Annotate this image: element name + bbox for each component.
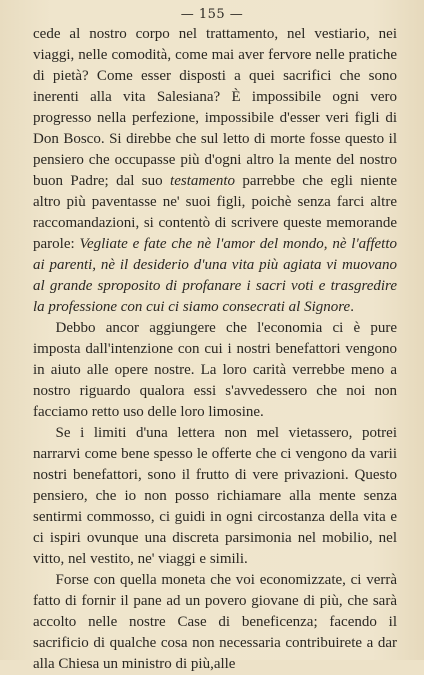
paragraph-1-text-middle: parrebbe che egli niente altro più paventasse ne' suoi figli, poichè senza farci altre raccomandazioni, si contentò di scrivere queste memorande parole: (33, 173, 397, 252)
paragraph-1-emphasis-testamento: testamento (170, 173, 236, 189)
page-number: — 155 — (180, 7, 244, 22)
paragraph-4: Forse con quella moneta che voi economizzate, ci verrà fatto di fornir il pane ad un povero giovane di più, che sarà accolto nelle nostre Case di beneficenza; facendo il sacrificio di qualche cosa non necessaria contribuirete a dar alla Chiesa un ministro di più,alle (33, 572, 397, 672)
page-body (33, 24, 397, 675)
paragraph-1-text-end: . (350, 299, 354, 315)
paragraph-1 (33, 24, 397, 318)
paragraph-1-text-start: cede al nostro corpo nel trattamento, nel vestiario, nei viaggi, nelle comodità, come mai aver fervore nelle pratiche di pietà? Come esser disposti a quei sacrifici che sono inerenti alla vita Salesiana? È impossibile ogni vero progresso nella perfezione, impossibile d'esser veri figli di Don Bosco. Si direbbe che sul letto di morte fosse questo il pensiero che occupasse più d'ogni altro la mente del nostro buon Padre; dal suo (33, 26, 397, 189)
paragraph-2: Debbo ancor aggiungere che l'economia ci è pure imposta dall'intenzione con cui i nostri benefattori vengono in aiuto alle opere nostre. La loro carità verrebbe meno a nostro riguardo qualora essi s'avvedessero che noi non facciamo retto uso delle loro limosine. (33, 320, 397, 420)
paragraph-1-quotation: Vegliate e fate che nè l'amor del mondo, nè l'affetto ai parenti, nè il desiderio d'una vita più agiata vi muovano al grande sproposito di profanare i sacri voti e trasgredire la professione con cui ci siamo consecrati al Signore (33, 236, 397, 315)
paragraph-3: Se i limiti d'una lettera non mel vietassero, potrei narrarvi come bene spesso le offerte che ci vengono da varii nostri benefattori, sono il frutto di vere privazioni. Questo pensiero, che io non posso richiamare alla mente senza sentirmi commosso, ci guidi in ogni circostanza della vita e ci ispiri ovunque una discreta parsimonia nel mobilio, nel vitto, nel vestito, ne' viaggi e simili. (33, 425, 397, 567)
